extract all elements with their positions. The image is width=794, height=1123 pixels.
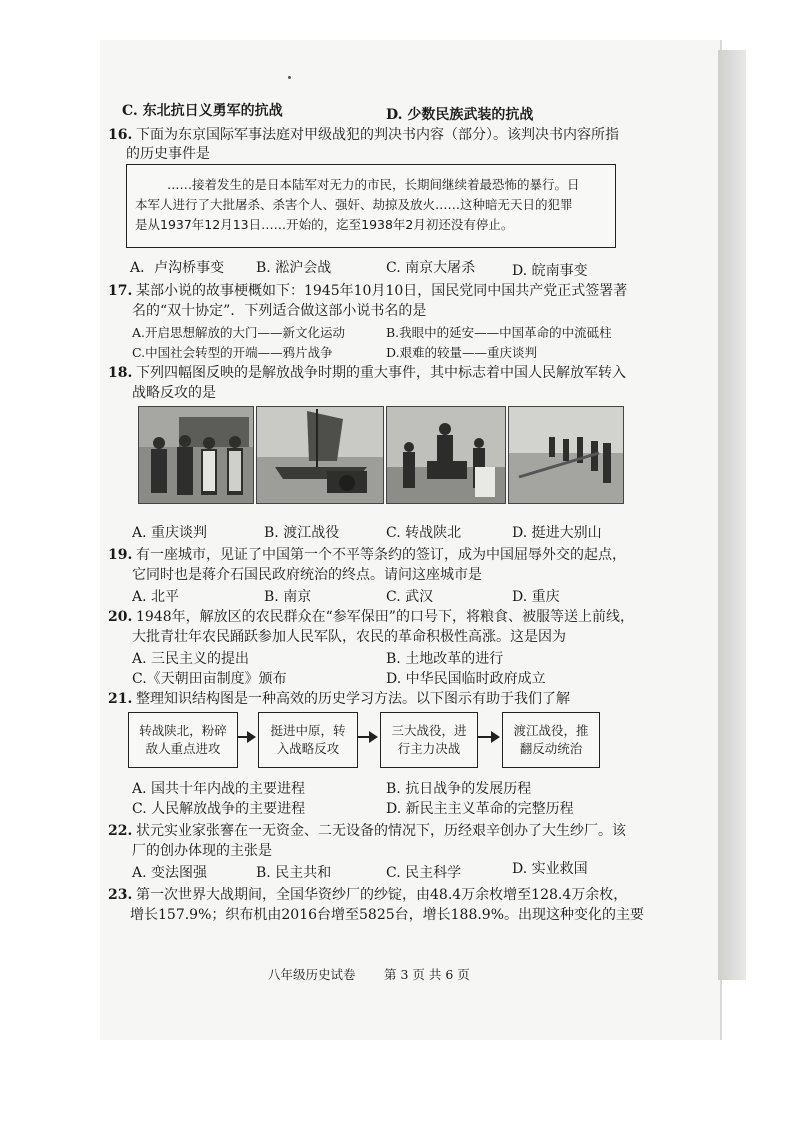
- q19-option-c: C. 武汉: [386, 589, 434, 605]
- q17-number: 17.: [108, 283, 133, 299]
- flow-step-2-line-1: 挺进中原，转: [270, 723, 346, 738]
- q20-stem-line-1: 1948年，解放区的农民群众在“参军保田”的口号下，将粮食、被服等送上前线，: [136, 609, 634, 625]
- photo-shaanbei-campaign: [386, 406, 506, 504]
- q19-number: 19.: [108, 547, 133, 563]
- flow-step-1-line-1: 转战陕北，粉碎: [139, 723, 227, 738]
- q21-option-c: C. 人民解放战争的主要进程: [132, 801, 306, 817]
- q19-stem-line-2: 它同时也是蒋介石国民政府统治的终点。请问这座城市是: [132, 567, 482, 583]
- q18-stem-line-1: 下列四幅图反映的是解放战争时期的重大事件，其中标志着中国人民解放军转入: [136, 365, 626, 381]
- q20-number: 20.: [108, 609, 133, 625]
- q16-stem-line-2: 的历史事件是: [126, 146, 210, 162]
- q19-stem-line-1: 有一座城市，见证了中国第一个不平等条约的签订，成为中国屈辱外交的起点，: [136, 547, 626, 563]
- q16-quote-box: [126, 164, 616, 248]
- flow-step-4-line-1: 渡江战役，推: [513, 723, 589, 738]
- q22-option-a: A. 变法图强: [132, 865, 208, 881]
- q17-option-a: A.开启思想解放的大门——新文化运动: [132, 325, 346, 340]
- q15-option-c: C. 东北抗日义勇军的抗战: [122, 103, 283, 119]
- q16-quote-line-2: 本军人进行了大批屠杀、杀害个人、强奸、劫掠及放火……这种暗无天日的犯罪: [135, 197, 573, 212]
- q21-number: 21.: [108, 691, 133, 707]
- q16-option-b: B. 淞沪会战: [256, 260, 332, 276]
- q22-stem-line-1: 状元实业家张謇在一无资金、二无设备的情况下，历经艰辛创办了大生纱厂。该: [136, 823, 626, 839]
- photo-crossing-river: [256, 406, 384, 504]
- q17-option-b: B.我眼中的延安——中国革命的中流砥柱: [386, 325, 612, 340]
- q19-option-b: B. 南京: [264, 589, 312, 605]
- photo-dabie-mountains: [508, 406, 624, 504]
- flow-step-2-line-2: 入战略反攻: [276, 741, 340, 756]
- q17-stem-line-2: 名的“双十协定”．下列适合做这部小说书名的是: [132, 303, 427, 319]
- page-edge-shadow: [718, 50, 746, 980]
- q17-stem-line-1: 某部小说的故事梗概如下：1945年10月10日，国民党同中国共产党正式签署著: [136, 283, 628, 299]
- q21-option-d: D. 新民主主义革命的完整历程: [386, 801, 574, 817]
- q18-option-c: C. 转战陕北: [386, 525, 462, 541]
- q23-number: 23.: [108, 887, 133, 903]
- footer-page: 第 3 页 共 6 页: [384, 967, 470, 982]
- q16-stem-line-1: 下面为东京国际军事法庭对甲级战犯的判决书内容（部分）。该判决书内容所指: [136, 127, 619, 143]
- q21-stem-line-1: 整理知识结构图是一种高效的历史学习方法。以下图示有助于我们了解: [136, 691, 570, 707]
- flow-step-1-line-2: 敌人重点进攻: [145, 741, 221, 756]
- flow-step-2: [258, 712, 358, 768]
- flow-step-1: [128, 712, 238, 768]
- q22-option-b: B. 民主共和: [256, 865, 332, 881]
- q15-option-d: D. 少数民族武装的抗战: [386, 107, 534, 123]
- q20-option-c: C.《天朝田亩制度》颁布: [132, 671, 287, 687]
- q16-option-d: D. 皖南事变: [512, 263, 588, 279]
- flow-arrow-2: [358, 736, 376, 738]
- q18-option-d: D. 挺进大别山: [512, 525, 602, 541]
- q20-stem-line-2: 大批青壮年农民踊跃参加人民军队，农民的革命积极性高涨。这是因为: [132, 629, 566, 645]
- q22-option-d: D. 实业救国: [512, 861, 588, 877]
- q20-option-a: A. 三民主义的提出: [132, 651, 250, 667]
- flow-step-3: [380, 712, 478, 768]
- q19-option-a: A. 北平: [132, 589, 180, 605]
- q17-option-c: C.中国社会转型的开端——鸦片战争: [132, 345, 333, 360]
- q18-option-b: B. 渡江战役: [264, 525, 340, 541]
- q17-option-d: D.艰难的较量——重庆谈判: [386, 345, 538, 360]
- q19-option-d: D. 重庆: [512, 589, 560, 605]
- q23-stem-line-2: 增长157.9%；织布机由2016台增至5825台，增长188.9%。出现这种变化的主要: [130, 907, 645, 923]
- flow-arrow-3: [478, 736, 498, 738]
- q22-number: 22.: [108, 823, 133, 839]
- footer-course: 八年级历史试卷: [268, 967, 356, 982]
- q22-stem-line-2: 厂的创办体现的主张是: [132, 843, 272, 859]
- q16-quote-line-3: 是从1937年12月13日……开始的，迄至1938年2月初还没有停止。: [135, 217, 514, 232]
- flow-step-4: [502, 712, 600, 768]
- q18-option-a: A. 重庆谈判: [132, 525, 208, 541]
- q18-stem-line-2: 战略反攻的是: [132, 385, 216, 401]
- q23-stem-line-1: 第一次世界大战期间，全国华资纱厂的纱锭，由48.4万余枚增至128.4万余枚，: [136, 887, 628, 903]
- q22-option-c: C. 民主科学: [386, 865, 462, 881]
- speck: [288, 76, 291, 79]
- flow-step-3-line-1: 三大战役，进: [391, 723, 467, 738]
- flow-arrow-1: [238, 736, 254, 738]
- q21-option-a: A. 国共十年内战的主要进程: [132, 781, 306, 797]
- q21-option-b: B. 抗日战争的发展历程: [386, 781, 532, 797]
- q16-option-c: C. 南京大屠杀: [386, 260, 476, 276]
- flow-step-3-line-2: 行主力决战: [397, 741, 461, 756]
- flow-step-4-line-2: 翻反动统治: [519, 741, 583, 756]
- q16-option-a: A．卢沟桥事变: [130, 260, 225, 276]
- q16-quote-line-1: ……接着发生的是日本陆军对无力的市民，长期间继续着最恐怖的暴行。日: [167, 177, 580, 192]
- q18-number: 18.: [108, 365, 133, 381]
- photo-chongqing-negotiation: [138, 406, 254, 504]
- q20-option-d: D. 中华民国临时政府成立: [386, 671, 546, 687]
- q16-number: 16.: [108, 127, 133, 143]
- q20-option-b: B. 土地改革的进行: [386, 651, 504, 667]
